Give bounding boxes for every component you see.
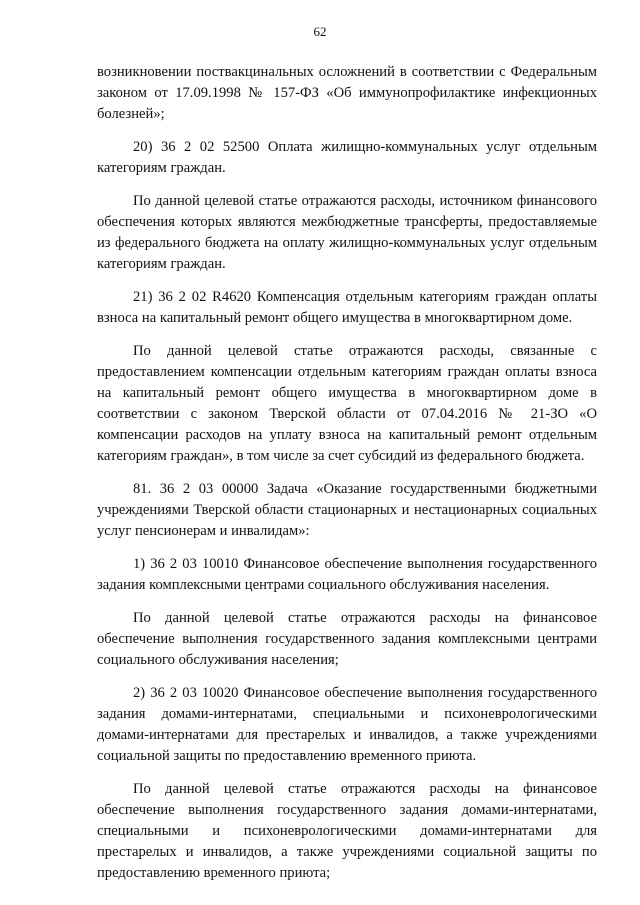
paragraph-item-21-description: По данной целевой статье отражаются расходы, связанные с предоставлением компенсации отдельным категориям граждан оплаты взноса на капитальный ремонт общего имущества в многоквартирном доме в соответствии с законом Тверской области от 07.04.2016 № 21-ЗО «О компенсации расходов на уплату взноса на капитальный ремонт отдельным категориям граждан», в том числе за счет субсидий из федерального бюджета. (97, 343, 597, 464)
paragraph-task-81: 81. 36 2 03 00000 Задача «Оказание государственными бюджетными учреждениями Тверской области стационарных и нестационарных социальных услуг пенсионерам и инвалидам»: (97, 481, 597, 539)
paragraph-subitem-2: 2) 36 2 03 10020 Финансовое обеспечение выполнения государственного задания домами-интернатами, специальными и психоневрологическими домами-интернатами для престарелых и инвалидов, а также учреждениями социальной защиты по предоставлению временного приюта. (97, 685, 597, 764)
paragraph-item-20: 20) 36 2 02 52500 Оплата жилищно-коммунальных услуг отдельным категориям граждан. (97, 139, 597, 176)
document-body (97, 62, 597, 896)
paragraph-subitem-1-description: По данной целевой статье отражаются расходы на финансовое обеспечение выполнения государственного задания комплексными центрами социального обслуживания населения; (97, 610, 597, 668)
page-number: 62 (313, 24, 327, 39)
paragraph-subitem-2-description: По данной целевой статье отражаются расходы на финансовое обеспечение выполнения государственного задания домами-интернатами, специальными и психоневрологическими домами-интернатами для престарелых и инвалидов, а также учреждениями социальной защиты по предоставлению временного приюта; (97, 781, 597, 881)
paragraph-item-21: 21) 36 2 02 R4620 Компенсация отдельным категориям граждан оплаты взноса на капитальный ремонт общего имущества в многоквартирном доме. (97, 289, 597, 326)
paragraph-subitem-1: 1) 36 2 03 10010 Финансовое обеспечение выполнения государственного задания комплексными центрами социального обслуживания населения. (97, 556, 597, 593)
paragraph-continuation: возникновении поствакцинальных осложнений в соответствии с Федеральным законом от 17.09.1998 № 157-ФЗ «Об иммунопрофилактике инфекционных болезней»; (97, 64, 597, 122)
paragraph-item-20-description: По данной целевой статье отражаются расходы, источником финансового обеспечения которых являются межбюджетные трансферты, предоставляемые из федерального бюджета на оплату жилищно-коммунальных услуг отдельным категориям граждан. (97, 193, 597, 272)
